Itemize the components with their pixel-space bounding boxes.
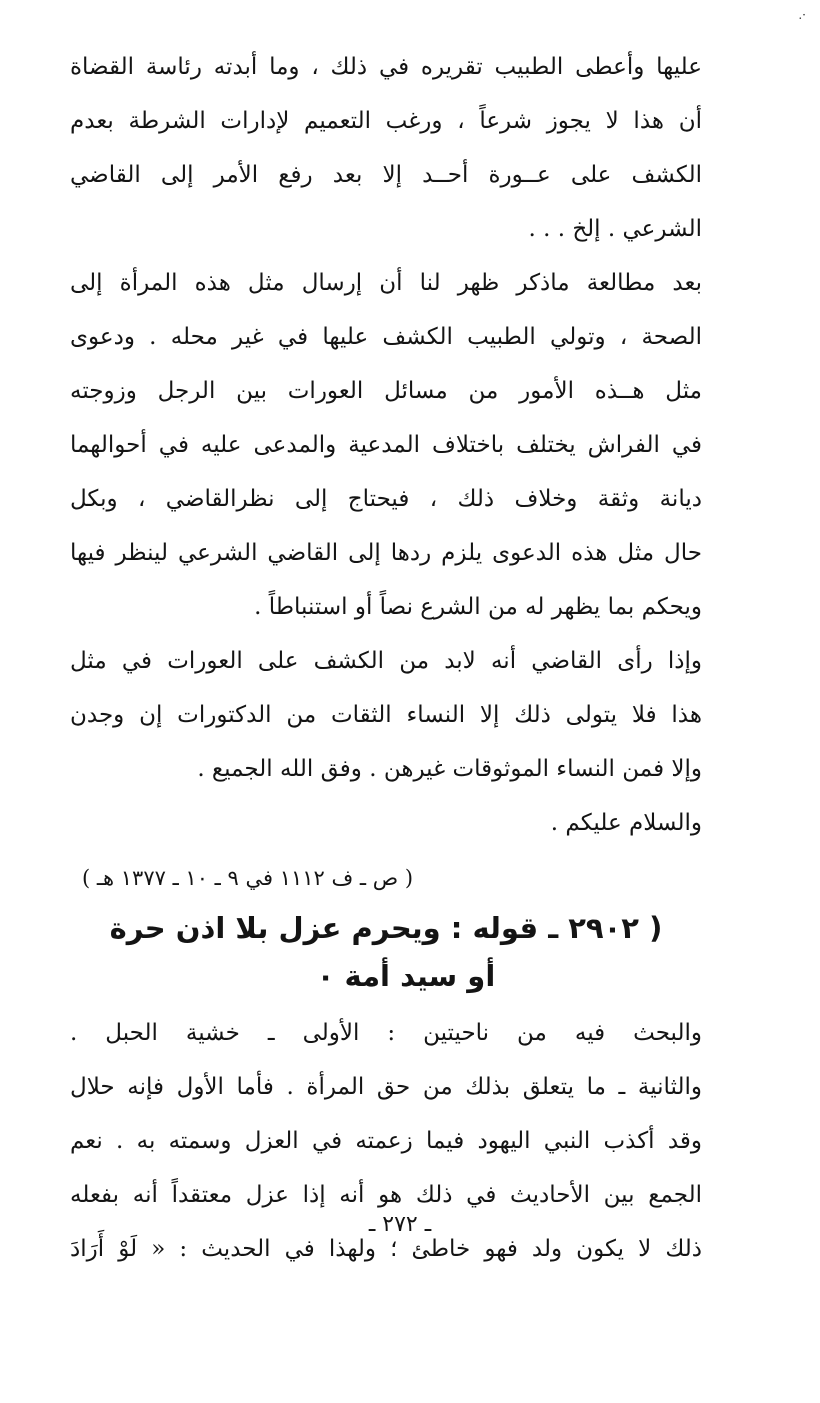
text-line: وإلا فمن النساء الموثوقات غيرهن . وفق الله الجميع . (197, 756, 702, 782)
corner-mark: ·. (798, 8, 806, 22)
text-line: حال مثل هذه الدعوى يلزم ردها إلى القاضي الشرعي لينظر فيها (70, 540, 702, 566)
text-line: والبحث فيه من ناحيتين : الأولى ـ خشية الحبل . (70, 1020, 702, 1046)
text-line: الجمع بين الأحاديث في ذلك هو أنه إذا عزل معتقداً أنه بفعله (70, 1182, 702, 1208)
paragraph-3 (70, 634, 702, 850)
text-line: بعد مطالعة ماذكر ظهر لنا أن إرسال مثل هذه المرأة إلى (70, 270, 702, 296)
text-line: ويحكم بما يظهر له من الشرع نصاً أو استنباطاً . (254, 594, 702, 620)
paragraph-1 (70, 40, 702, 256)
text-line: في الفراش يختلف باختلاف المدعية والمدعى عليه في أحوالهما (70, 432, 702, 458)
text-line: والثانية ـ ما يتعلق بذلك من حق المرأة . فأما الأول فإنه حلال (70, 1074, 702, 1100)
heading-line-1: ( ٢٩٠٢ ـ قوله : ويحرم عزل بلا اذن حرة (109, 911, 663, 945)
text-line: مثل هــذه الأمور من مسائل العورات بين الرجل وزوجته (70, 378, 702, 404)
text-line: ديانة وثقة وخلاف ذلك ، فيحتاج إلى نظرالقاضي ، وبكل (70, 486, 702, 512)
closing-line: والسلام عليكم . (550, 810, 702, 836)
page-number: ـ ٢٧٢ ـ (368, 1212, 432, 1237)
text-line: الشرعي . إلخ . . . (528, 216, 702, 242)
heading-line-2: أو سيد أمة ٠ (316, 959, 496, 993)
text-line: وإذا رأى القاضي أنه لابد من الكشف على العورات في مثل (70, 648, 702, 674)
citation-reference: ( ص ـ ف ١١١٢ في ٩ ـ ١٠ ـ ١٣٧٧ هـ ) (82, 866, 414, 890)
text-line: الصحة ، وتولي الطبيب الكشف عليها في غير محله . ودعوى (70, 324, 702, 350)
text-line: الكشف على عــورة أحــد إلا بعد رفع الأمر إلى القاضي (70, 162, 702, 188)
section-heading (70, 904, 702, 1000)
text-line: هذا فلا يتولى ذلك إلا النساء الثقات من الدكتورات إن وجدن (70, 702, 702, 728)
text-line: عليها وأعطى الطبيب تقريره في ذلك ، وما أبدته رئاسة القضاة (70, 54, 702, 80)
text-line: أن هذا لا يجوز شرعاً ، ورغب التعميم لإدارات الشرطة بعدم (70, 108, 702, 134)
text-line: ذلك لا يكون ولد فهو خاطئ ؛ ولهذا في الحديث : « لَوْ أَرَادَ (70, 1236, 702, 1262)
text-line: وقد أكذب النبي اليهود فيما زعمته في العزل وسمته به . نعم (70, 1128, 702, 1154)
page-body (70, 40, 702, 1276)
paragraph-2 (70, 256, 702, 634)
